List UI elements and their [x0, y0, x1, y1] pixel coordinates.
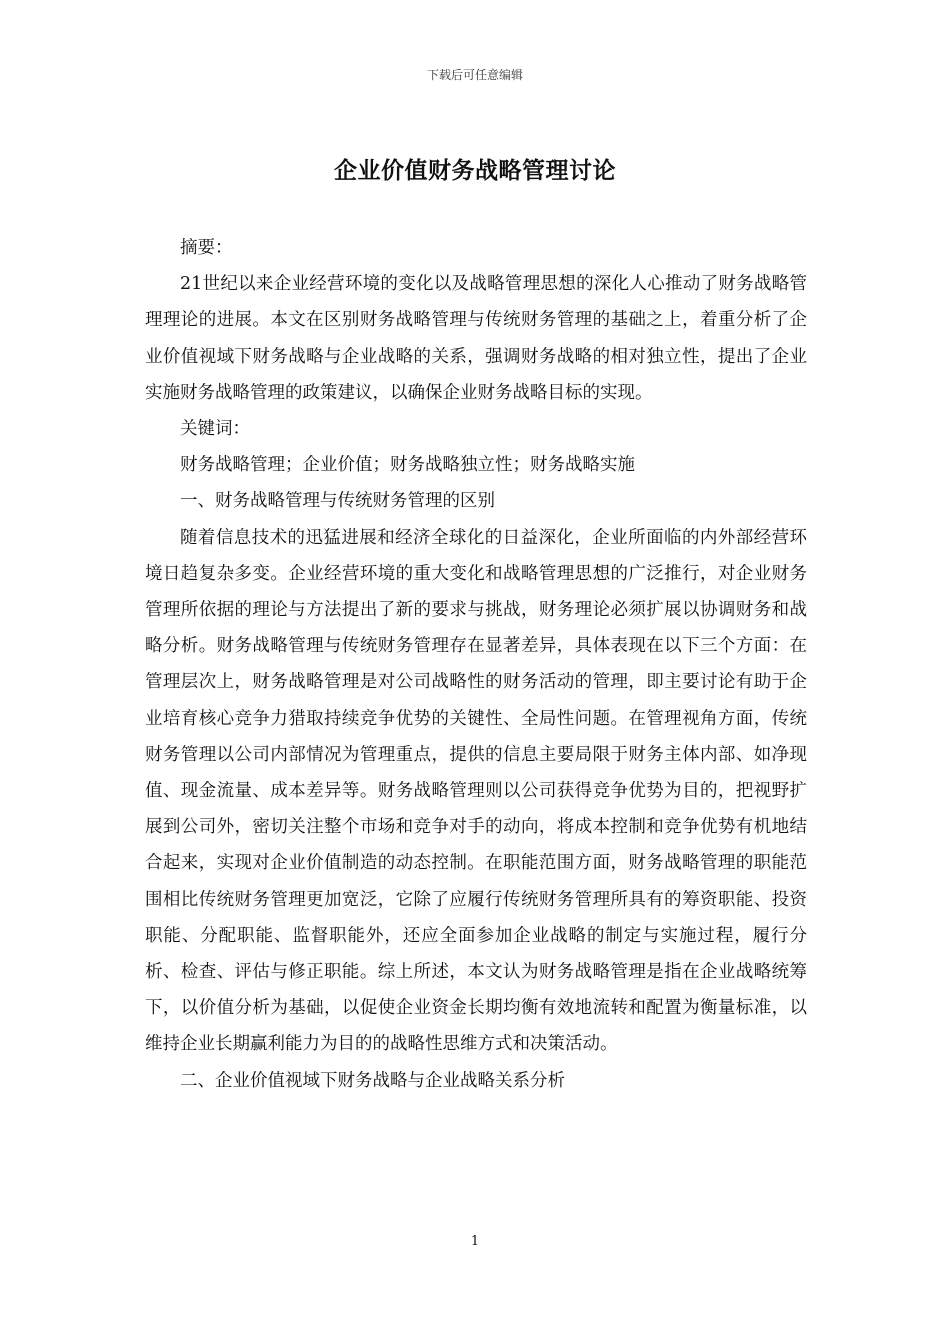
document-body — [145, 230, 807, 1099]
header-note: 下载后可任意编辑 — [426, 68, 523, 82]
section1-heading: 一、财务战略管理与传统财务管理的区别 — [180, 491, 495, 512]
abstract-label: 摘要： — [180, 238, 233, 258]
page-number: 1 — [470, 1234, 480, 1249]
keywords-text: 财务战略管理；企业价值；财务战略独立性；财务战略实施 — [180, 455, 635, 476]
abstract-text: 21世纪以来企业经营环境的变化以及战略管理思想的深化人心推动了财务战略管理理论的进展。本文在区别财务战略管理与传统财务管理的基础之上，着重分析了企业价值视域下财务战略与企业战略的关系，强调财务战略的相对独立性，提出了企业实施财务战略管理的政策建议，以确保企业财务战略目标的实现。 — [145, 274, 807, 403]
section1-text: 随着信息技术的迅猛进展和经济全球化的日益深化，企业所面临的内外部经营环境日趋复杂多变。企业经营环境的重大变化和战略管理思想的广泛推行，对企业财务管理所依据的理论与方法提出了新的要求与挑战，财务理论必须扩展以协调财务和战略分析。财务战略管理与传统财务管理存在显著差异，具体表现在以下三个方面：在管理层次上，财务战略管理是对公司战略性的财务活动的管理，即主要讨论有助于企业培育核心竞争力猎取持续竞争优势的关键性、全局性问题。在管理视角方面，传统财务管理以公司内部情况为管理重点，提供的信息主要局限于财务主体内部、如净现值、现金流量、成本差异等。财务战略管理则以公司获得竞争优势为目的，把视野扩展到公司外，密切关注整个市场和竞争对手的动向，将成本控制和竞争优势有机地结合起来，实现对企业价值制造的动态控制。在职能范围方面，财务战略管理的职能范围相比传统财务管理更加宽泛，它除了应履行传统财务管理所具有的筹资职能、投资职能、分配职能、监督职能外，还应全面参加企业战略的制定与实施过程，履行分析、检查、评估与修正职能。综上所述，本文认为财务战略管理是指在企业战略统筹下，以价值分析为基础，以促使企业资金长期均衡有效地流转和配置为衡量标准，以维持企业长期赢利能力为目的的战略性思维方式和决策活动。 — [145, 527, 807, 1055]
document-title: 企业价值财务战略管理讨论 — [334, 157, 616, 184]
section2-heading: 二、企业价值视域下财务战略与企业战略关系分析 — [180, 1070, 565, 1091]
keywords-label: 关键词： — [180, 419, 250, 440]
